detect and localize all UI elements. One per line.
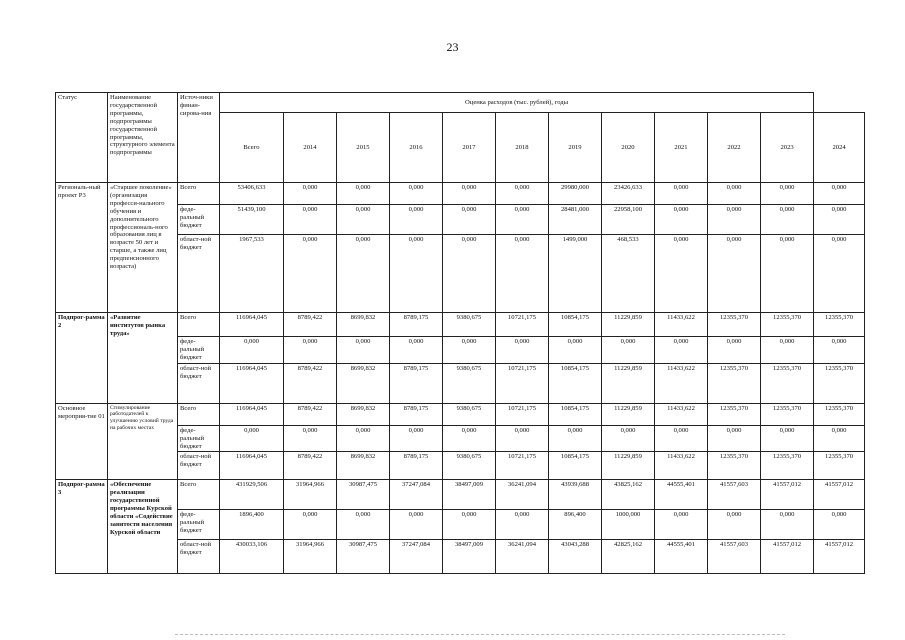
table-row <box>56 205 865 235</box>
value-cell: 8699,832 <box>337 313 390 337</box>
row-status: Основное мероприя-тие 01 <box>56 403 108 480</box>
value-cell: 53406,633 <box>220 183 284 205</box>
value-cell: 38497,009 <box>443 540 496 574</box>
value-cell: 8789,422 <box>284 452 337 480</box>
value-cell: 11433,622 <box>655 313 708 337</box>
row-source: област-ной бюджет <box>178 235 220 313</box>
header-status: Статус <box>56 93 108 183</box>
row-source: област-ной бюджет <box>178 363 220 403</box>
value-cell: 0,000 <box>655 425 708 452</box>
value-cell: 0,000 <box>814 183 865 205</box>
value-cell: 11229,859 <box>602 363 655 403</box>
value-cell: 0,000 <box>390 425 443 452</box>
value-cell: 0,000 <box>337 205 390 235</box>
value-cell: 0,000 <box>284 205 337 235</box>
value-cell: 116964,045 <box>220 403 284 425</box>
row-name: Стимулирование работодателей к улучшению условий труда на рабочих местах <box>108 403 178 480</box>
table-row <box>56 540 865 574</box>
table-row <box>56 363 865 403</box>
row-name: «Развитие институтов рынка труда» <box>108 313 178 404</box>
value-cell: 0,000 <box>284 235 337 313</box>
value-cell: 0,000 <box>496 425 549 452</box>
value-cell: 43825,162 <box>602 480 655 510</box>
value-cell: 0,000 <box>496 183 549 205</box>
value-cell: 12355,370 <box>708 403 761 425</box>
value-cell: 0,000 <box>284 337 337 364</box>
table-row <box>56 183 865 205</box>
value-cell: 37247,084 <box>390 540 443 574</box>
header-year: 2014 <box>284 113 337 183</box>
value-cell: 1896,400 <box>220 510 284 540</box>
value-cell: 31964,966 <box>284 540 337 574</box>
value-cell: 12355,370 <box>814 313 865 337</box>
value-cell: 38497,009 <box>443 480 496 510</box>
table-row <box>56 480 865 510</box>
bottom-edge <box>175 634 785 635</box>
header-year: 2024 <box>814 113 865 183</box>
value-cell: 0,000 <box>814 205 865 235</box>
value-cell: 1967,533 <box>220 235 284 313</box>
value-cell: 44555,401 <box>655 540 708 574</box>
value-cell: 10854,175 <box>549 363 602 403</box>
value-cell: 0,000 <box>496 205 549 235</box>
value-cell: 0,000 <box>655 235 708 313</box>
value-cell: 8789,422 <box>284 363 337 403</box>
header-estimate: Оценка расходов (тыс. рублей), годы <box>220 93 814 113</box>
value-cell: 0,000 <box>761 183 814 205</box>
value-cell: 0,000 <box>708 337 761 364</box>
value-cell: 11229,859 <box>602 313 655 337</box>
value-cell: 11433,622 <box>655 403 708 425</box>
value-cell: 0,000 <box>443 205 496 235</box>
value-cell: 0,000 <box>602 337 655 364</box>
value-cell: 0,000 <box>496 337 549 364</box>
value-cell: 10721,175 <box>496 313 549 337</box>
table-row <box>56 337 865 364</box>
header-year: 2022 <box>708 113 761 183</box>
header-year: 2021 <box>655 113 708 183</box>
value-cell: 36241,094 <box>496 480 549 510</box>
value-cell: 0,000 <box>337 510 390 540</box>
value-cell: 0,000 <box>443 235 496 313</box>
table-row <box>56 452 865 480</box>
value-cell: 0,000 <box>655 183 708 205</box>
value-cell: 30987,475 <box>337 480 390 510</box>
value-cell: 0,000 <box>390 183 443 205</box>
value-cell: 8699,832 <box>337 363 390 403</box>
value-cell: 0,000 <box>761 510 814 540</box>
row-source: Всего <box>178 480 220 510</box>
page-number: 23 <box>446 40 459 54</box>
value-cell: 0,000 <box>549 425 602 452</box>
value-cell: 44555,401 <box>655 480 708 510</box>
expenses-table <box>55 92 865 574</box>
row-source: Всего <box>178 183 220 205</box>
value-cell: 0,000 <box>655 205 708 235</box>
row-source: феде-ральный бюджет <box>178 205 220 235</box>
value-cell: 10721,175 <box>496 363 549 403</box>
table-row <box>56 510 865 540</box>
value-cell: 41557,012 <box>814 540 865 574</box>
table-row <box>56 403 865 425</box>
header-name: Наименование государственной программы, подпрограммы государственной программы, структурного элемента подпрограммы <box>108 93 178 183</box>
value-cell: 896,400 <box>549 510 602 540</box>
value-cell: 8699,832 <box>337 403 390 425</box>
value-cell: 0,000 <box>337 337 390 364</box>
value-cell: 0,000 <box>337 425 390 452</box>
header-year: 2023 <box>761 113 814 183</box>
value-cell: 0,000 <box>337 235 390 313</box>
header-year: 2018 <box>496 113 549 183</box>
row-source: феде-ральный бюджет <box>178 337 220 364</box>
value-cell: 12355,370 <box>708 313 761 337</box>
row-status: Подпрог-рамма 2 <box>56 313 108 404</box>
value-cell: 0,000 <box>708 183 761 205</box>
table-row <box>56 313 865 337</box>
row-source: Всего <box>178 403 220 425</box>
value-cell: 10854,175 <box>549 452 602 480</box>
value-cell: 8789,175 <box>390 452 443 480</box>
value-cell: 0,000 <box>496 510 549 540</box>
row-source: феде-ральный бюджет <box>178 425 220 452</box>
value-cell: 9380,675 <box>443 452 496 480</box>
header-year: 2015 <box>337 113 390 183</box>
row-name: «Обеспечение реализации государственной программы Курской области «Содействие занятости населения Курской области <box>108 480 178 574</box>
row-source: област-ной бюджет <box>178 540 220 574</box>
value-cell: 10854,175 <box>549 313 602 337</box>
value-cell: 41557,603 <box>708 480 761 510</box>
value-cell: 8789,175 <box>390 363 443 403</box>
value-cell: 0,000 <box>708 205 761 235</box>
header-year: 2020 <box>602 113 655 183</box>
value-cell: 0,000 <box>390 205 443 235</box>
value-cell: 0,000 <box>220 337 284 364</box>
value-cell: 43939,688 <box>549 480 602 510</box>
value-cell: 12355,370 <box>761 452 814 480</box>
value-cell: 8789,175 <box>390 403 443 425</box>
value-cell: 116964,045 <box>220 363 284 403</box>
value-cell: 42825,162 <box>602 540 655 574</box>
value-cell: 116964,045 <box>220 313 284 337</box>
value-cell: 0,000 <box>814 425 865 452</box>
value-cell: 0,000 <box>390 337 443 364</box>
row-name: «Старшее поколение» (организация професси-нального обучения и дополнительного профессиональ-ного образования лиц в возрасте 50 лет и старше, а также лиц предпенсионного возраста) <box>108 183 178 313</box>
value-cell: 12355,370 <box>761 403 814 425</box>
value-cell: 116964,045 <box>220 452 284 480</box>
value-cell: 0,000 <box>443 337 496 364</box>
value-cell: 51439,100 <box>220 205 284 235</box>
value-cell: 0,000 <box>708 510 761 540</box>
value-cell: 430033,106 <box>220 540 284 574</box>
value-cell: 0,000 <box>443 183 496 205</box>
value-cell: 36241,094 <box>496 540 549 574</box>
value-cell: 431929,506 <box>220 480 284 510</box>
value-cell: 37247,084 <box>390 480 443 510</box>
value-cell: 11433,622 <box>655 363 708 403</box>
value-cell: 9380,675 <box>443 403 496 425</box>
value-cell: 0,000 <box>549 337 602 364</box>
value-cell: 12355,370 <box>814 452 865 480</box>
value-cell: 0,000 <box>443 425 496 452</box>
value-cell: 12355,370 <box>814 363 865 403</box>
value-cell: 8789,422 <box>284 403 337 425</box>
table-row <box>56 235 865 313</box>
row-source: област-ной бюджет <box>178 452 220 480</box>
value-cell: 0,000 <box>602 425 655 452</box>
value-cell: 43043,288 <box>549 540 602 574</box>
value-cell: 11229,859 <box>602 403 655 425</box>
value-cell: 0,000 <box>443 510 496 540</box>
value-cell: 8789,422 <box>284 313 337 337</box>
value-cell: 1000,000 <box>602 510 655 540</box>
value-cell: 23426,633 <box>602 183 655 205</box>
value-cell: 0,000 <box>761 235 814 313</box>
value-cell: 0,000 <box>337 183 390 205</box>
value-cell: 11433,622 <box>655 452 708 480</box>
header-source: Источ-ники финан-сирова-ния <box>178 93 220 183</box>
value-cell: 12355,370 <box>814 403 865 425</box>
value-cell: 1499,000 <box>549 235 602 313</box>
value-cell: 10854,175 <box>549 403 602 425</box>
value-cell: 12355,370 <box>708 452 761 480</box>
value-cell: 0,000 <box>761 205 814 235</box>
value-cell: 0,000 <box>761 337 814 364</box>
value-cell: 9380,675 <box>443 363 496 403</box>
value-cell: 0,000 <box>390 510 443 540</box>
value-cell: 12355,370 <box>761 313 814 337</box>
value-cell: 0,000 <box>761 425 814 452</box>
value-cell: 8789,175 <box>390 313 443 337</box>
value-cell: 8699,832 <box>337 452 390 480</box>
value-cell: 0,000 <box>708 235 761 313</box>
value-cell: 28481,000 <box>549 205 602 235</box>
value-cell: 29980,000 <box>549 183 602 205</box>
value-cell: 0,000 <box>814 510 865 540</box>
value-cell: 0,000 <box>708 425 761 452</box>
value-cell: 0,000 <box>390 235 443 313</box>
value-cell: 0,000 <box>284 510 337 540</box>
header-year: 2019 <box>549 113 602 183</box>
value-cell: 0,000 <box>814 235 865 313</box>
value-cell: 0,000 <box>284 425 337 452</box>
row-status: Региональ-ный проект Р3 <box>56 183 108 313</box>
header-year: 2016 <box>390 113 443 183</box>
value-cell: 0,000 <box>814 337 865 364</box>
value-cell: 30987,475 <box>337 540 390 574</box>
value-cell: 10721,175 <box>496 403 549 425</box>
value-cell: 31964,966 <box>284 480 337 510</box>
value-cell: 10721,175 <box>496 452 549 480</box>
header-year: 2017 <box>443 113 496 183</box>
header-year: Всего <box>220 113 284 183</box>
value-cell: 12355,370 <box>761 363 814 403</box>
value-cell: 41557,012 <box>761 480 814 510</box>
value-cell: 41557,603 <box>708 540 761 574</box>
row-source: Всего <box>178 313 220 337</box>
value-cell: 0,000 <box>496 235 549 313</box>
value-cell: 0,000 <box>284 183 337 205</box>
table-row <box>56 425 865 452</box>
value-cell: 9380,675 <box>443 313 496 337</box>
value-cell: 11229,859 <box>602 452 655 480</box>
row-status: Подпрог-рамма 3 <box>56 480 108 574</box>
value-cell: 0,000 <box>655 337 708 364</box>
value-cell: 0,000 <box>655 510 708 540</box>
value-cell: 0,000 <box>220 425 284 452</box>
value-cell: 468,533 <box>602 235 655 313</box>
value-cell: 22958,100 <box>602 205 655 235</box>
row-source: феде-ральный бюджет <box>178 510 220 540</box>
value-cell: 41557,012 <box>761 540 814 574</box>
value-cell: 41557,012 <box>814 480 865 510</box>
value-cell: 12355,370 <box>708 363 761 403</box>
